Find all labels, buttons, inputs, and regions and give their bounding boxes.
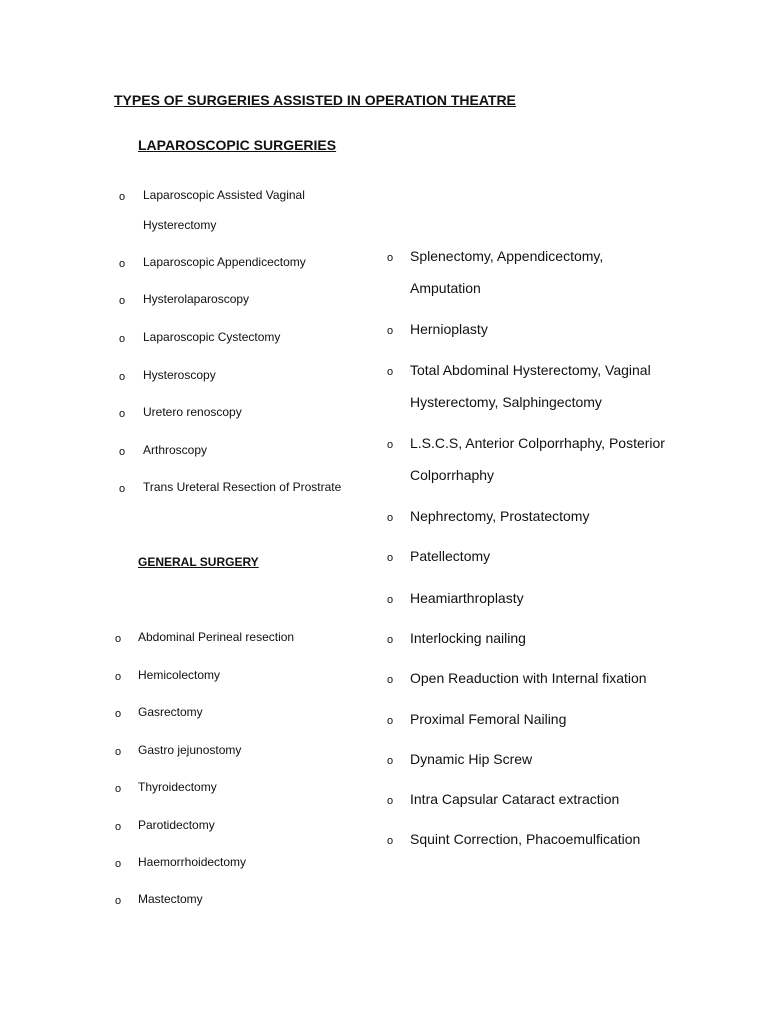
bullet-marker: o: [387, 674, 394, 686]
item-text-line: L.S.C.S, Anterior Colporrhaphy, Posterior: [410, 435, 665, 451]
item-text-line: Gastro jejunostomy: [138, 743, 242, 757]
bullet-marker: o: [119, 446, 126, 458]
bullet-marker: o: [387, 552, 394, 564]
item-text-line: Colporrhaphy: [410, 467, 495, 483]
bullet-marker: o: [115, 671, 122, 683]
item-text-line: Splenectomy, Appendicectomy,: [410, 248, 604, 264]
bullet-marker: o: [387, 835, 394, 847]
bullet-marker: o: [119, 295, 126, 307]
bullet-marker: o: [115, 821, 122, 833]
item-text-line: Interlocking nailing: [410, 630, 526, 646]
item-text-line: Laparoscopic Assisted Vaginal: [143, 188, 305, 202]
bullet-marker: o: [119, 408, 126, 420]
bullet-marker: o: [387, 252, 394, 264]
bullet-marker: o: [387, 634, 394, 646]
item-text-line: Squint Correction, Phacoemulfication: [410, 831, 641, 847]
bullet-marker: o: [387, 795, 394, 807]
item-text-line: Laparoscopic Cystectomy: [143, 330, 281, 344]
bullet-marker: o: [387, 594, 394, 606]
item-text-line: Intra Capsular Cataract extraction: [410, 791, 620, 807]
bullet-marker: o: [119, 483, 126, 495]
item-text-line: Open Readuction with Internal fixation: [410, 670, 647, 686]
item-text-line: Hernioplasty: [410, 321, 488, 337]
bullet-marker: o: [387, 366, 394, 378]
bullet-marker: o: [387, 439, 394, 451]
bullet-marker: o: [119, 333, 126, 345]
item-text-line: Heamiarthroplasty: [410, 590, 524, 606]
item-text-line: Trans Ureteral Resection of Prostrate: [143, 480, 342, 494]
item-text-line: Arthroscopy: [143, 443, 208, 457]
item-text-line: Hysteroscopy: [143, 368, 216, 382]
bullet-marker: o: [387, 755, 394, 767]
document-title: TYPES OF SURGERIES ASSISTED IN OPERATION THEATRE: [114, 92, 516, 108]
laparoscopic-surgeries-heading: LAPAROSCOPIC SURGERIES: [138, 137, 337, 153]
bullet-marker: o: [119, 191, 126, 203]
bullet-marker: o: [115, 858, 122, 870]
item-text-line: Hysterectomy: [143, 218, 217, 232]
item-text-line: Total Abdominal Hysterectomy, Vaginal: [410, 362, 651, 378]
general-surgery-heading: GENERAL SURGERY: [138, 555, 259, 569]
item-text-line: Uretero renoscopy: [143, 405, 242, 419]
bullet-marker: o: [387, 715, 394, 727]
item-text-line: Dynamic Hip Screw: [410, 751, 533, 767]
bullet-marker: o: [387, 325, 394, 337]
item-text-line: Parotidectomy: [138, 818, 215, 832]
bullet-marker: o: [387, 512, 394, 524]
item-text-line: Mastectomy: [138, 892, 203, 906]
item-text-line: Hemicolectomy: [138, 668, 221, 682]
item-text-line: Laparoscopic Appendicectomy: [143, 255, 306, 269]
item-text-line: Gasrectomy: [138, 705, 203, 719]
item-text-line: Amputation: [410, 280, 481, 296]
bullet-marker: o: [119, 258, 126, 270]
bullet-marker: o: [115, 633, 122, 645]
bullet-marker: o: [115, 895, 122, 907]
item-text-line: Hysterectomy, Salphingectomy: [410, 394, 602, 410]
item-text-line: Patellectomy: [410, 548, 491, 564]
bullet-marker: o: [115, 746, 122, 758]
item-text-line: Nephrectomy, Prostatectomy: [410, 508, 590, 524]
item-text-line: Hysterolaparoscopy: [143, 292, 250, 306]
bullet-marker: o: [115, 708, 122, 720]
bullet-marker: o: [119, 371, 126, 383]
item-text-line: Abdominal Perineal resection: [138, 630, 295, 644]
item-text-line: Haemorrhoidectomy: [138, 855, 247, 869]
item-text-line: Thyroidectomy: [138, 780, 217, 794]
item-text-line: Proximal Femoral Nailing: [410, 711, 567, 727]
bullet-marker: o: [115, 783, 122, 795]
